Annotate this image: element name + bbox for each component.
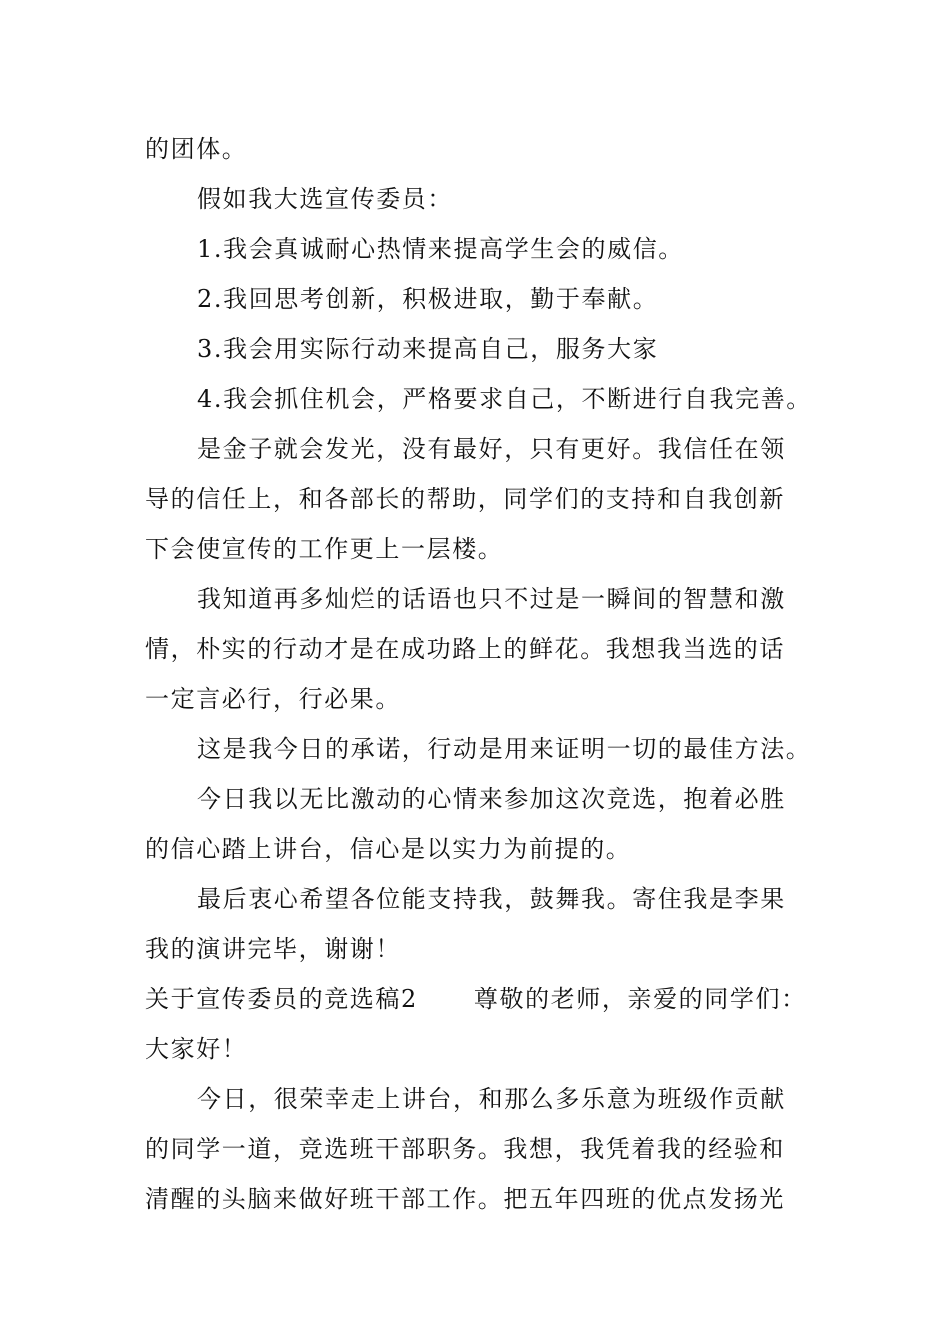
text-line: 下会使宣传的工作更上一层楼。 (145, 535, 504, 563)
text-line: 一定言必行，行必果。 (145, 685, 401, 713)
text-line: 今日我以无比激动的心情来参加这次竞选，抱着必胜 (197, 785, 786, 813)
salutation: 尊敬的老师，亲爱的同学们： (473, 985, 807, 1013)
text-line: 是金子就会发光，没有最好，只有更好。我信任在领 (197, 435, 786, 463)
text-line: 2.我回思考创新，积极进取，勤于奉献。 (197, 285, 659, 313)
text-line: 导的信任上，和各部长的帮助，同学们的支持和自我创新 (145, 485, 785, 513)
section-title: 关于宣传委员的竞选稿2 (145, 985, 418, 1013)
text-line: 假如我大选宣传委员： (197, 185, 453, 213)
text-line: 最后衷心希望各位能支持我，鼓舞我。寄住我是李果 (197, 885, 786, 913)
text-line: 大家好！ (145, 1035, 248, 1063)
text-line: 3.我会用实际行动来提高自己，服务大家 (197, 335, 659, 363)
text-line: 今日，很荣幸走上讲台，和那么多乐意为班级作贡献 (197, 1085, 786, 1113)
text-line: 清醒的头脑来做好班干部工作。把五年四班的优点发扬光 (145, 1185, 785, 1213)
body-text-block (145, 124, 810, 974)
text-line: 1.我会真诚耐心热情来提高学生会的威信。 (197, 235, 684, 263)
text-line: 的信心踏上讲台，信心是以实力为前提的。 (145, 835, 632, 863)
text-line: 的团体。 (145, 135, 248, 163)
body-text-block-2 (145, 1024, 810, 1224)
text-line: 4.我会抓住机会，严格要求自己，不断进行自我完善。 (197, 385, 812, 413)
text-line: 我的演讲完毕，谢谢！ (145, 935, 401, 963)
text-line: 这是我今日的承诺，行动是用来证明一切的最佳方法。 (197, 735, 812, 763)
text-line: 情，朴实的行动才是在成功路上的鲜花。我想我当选的话 (145, 635, 785, 663)
text-line: 的同学一道，竞选班干部职务。我想，我凭着我的经验和 (145, 1135, 785, 1163)
section-heading-row (145, 974, 810, 1024)
text-line: 我知道再多灿烂的话语也只不过是一瞬间的智慧和激 (197, 585, 786, 613)
